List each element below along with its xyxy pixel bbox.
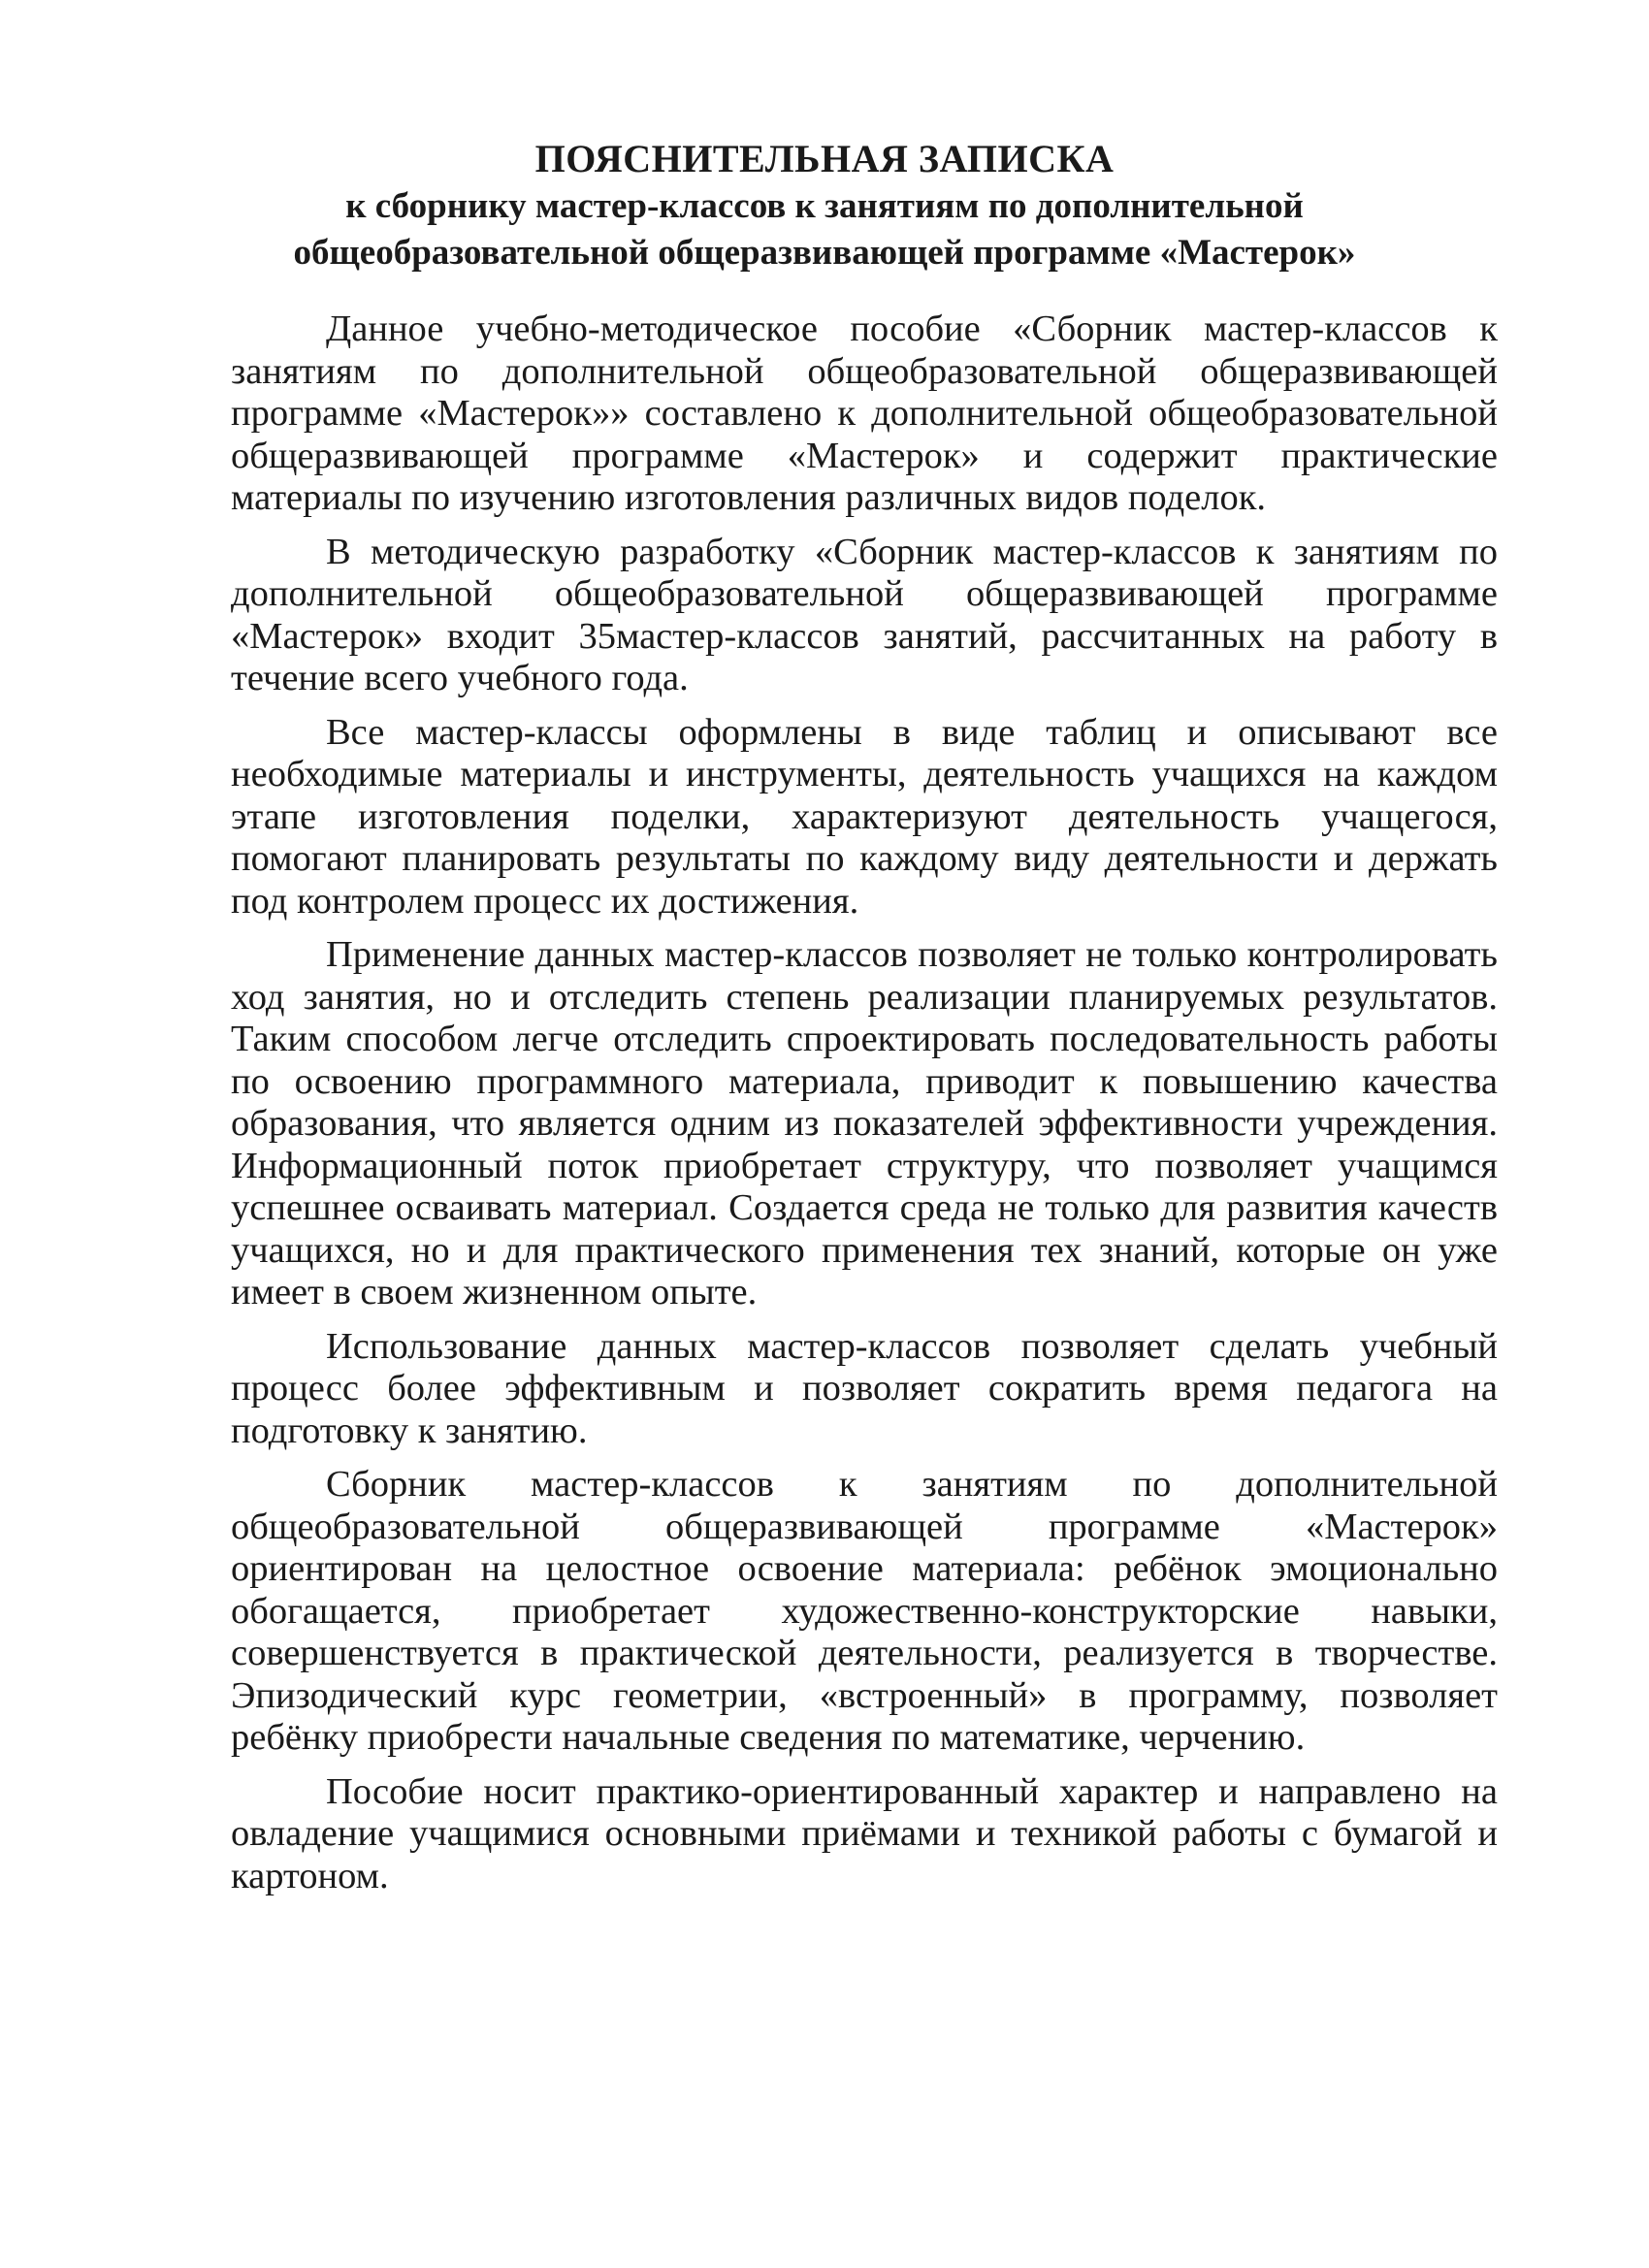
paragraph: Использование данных мастер-классов позволяет сделать учебный процесс более эффективным и позволяет сократить время педагога на подготовку к занятию. [231,1325,1498,1451]
document-body [231,308,1498,1909]
paragraph: Применение данных мастер-классов позволяет не только контролировать ход занятия, но и отследить степень реализации планируемых результатов. Таким способом легче отследить спроектировать последовательность работы по освоению программного материала, приводит к повышению качества образования, что является одним из показателей эффективности учреждения. Информационный поток приобретает структуру, что позволяет учащимся успешнее осваивать материал. Создается среда не только для развития качеств учащихся, но и для практического применения тех знаний, которые он уже имеет в своем жизненном опыте. [231,934,1498,1312]
paragraph: Данное учебно-методическое пособие «Сборник мастер-классов к занятиям по дополнительной общеобразовательной общеразвивающей программе «Мастерок»» составлено к дополнительной общеобразовательной общеразвивающей программе «Мастерок» и содержит практические материалы по изучению изготовления различных видов поделок. [231,308,1498,518]
page-title: ПОЯСНИТЕЛЬНАЯ ЗАПИСКА [534,137,1115,180]
paragraph: Все мастер-классы оформлены в виде таблиц и описывают все необходимые материалы и инструменты, деятельность учащихся на каждом этапе изготовления поделки, характеризуют деятельность учащегося, помогают планировать результаты по каждому виду деятельности и держать под контролем процесс их достижения. [231,711,1498,922]
subtitle-line-2: общеобразовательной общеразвивающей программе «Мастерок» [293,233,1356,273]
paragraph: Сборник мастер-классов к занятиям по дополнительной общеобразовательной общеразвивающей программе «Мастерок» ориентирован на целостное освоение материала: ребёнок эмоционально обогащается, приобретает художественно-конструкторские навыки, совершенствуется в практической деятельности, реализуется в творчестве. Эпизодический курс геометрии, «встроенный» в программу, позволяет ребёнку приобрести начальные сведения по математике, черчению. [231,1464,1498,1758]
paragraph: В методическую разработку «Сборник мастер-классов к занятиям по дополнительной общеобразовательной общеразвивающей программе «Мастерок» входит 35мастер-классов занятий, рассчитанных на работу в течение всего учебного года. [231,531,1498,698]
document-header [0,136,1649,275]
paragraph: Пособие носит практико-ориентированный характер и направлено на овладение учащимися основными приёмами и техникой работы с бумагой и картоном. [231,1770,1498,1896]
subtitle-line-1: к сборнику мастер-классов к занятиям по дополнительной [345,186,1304,226]
